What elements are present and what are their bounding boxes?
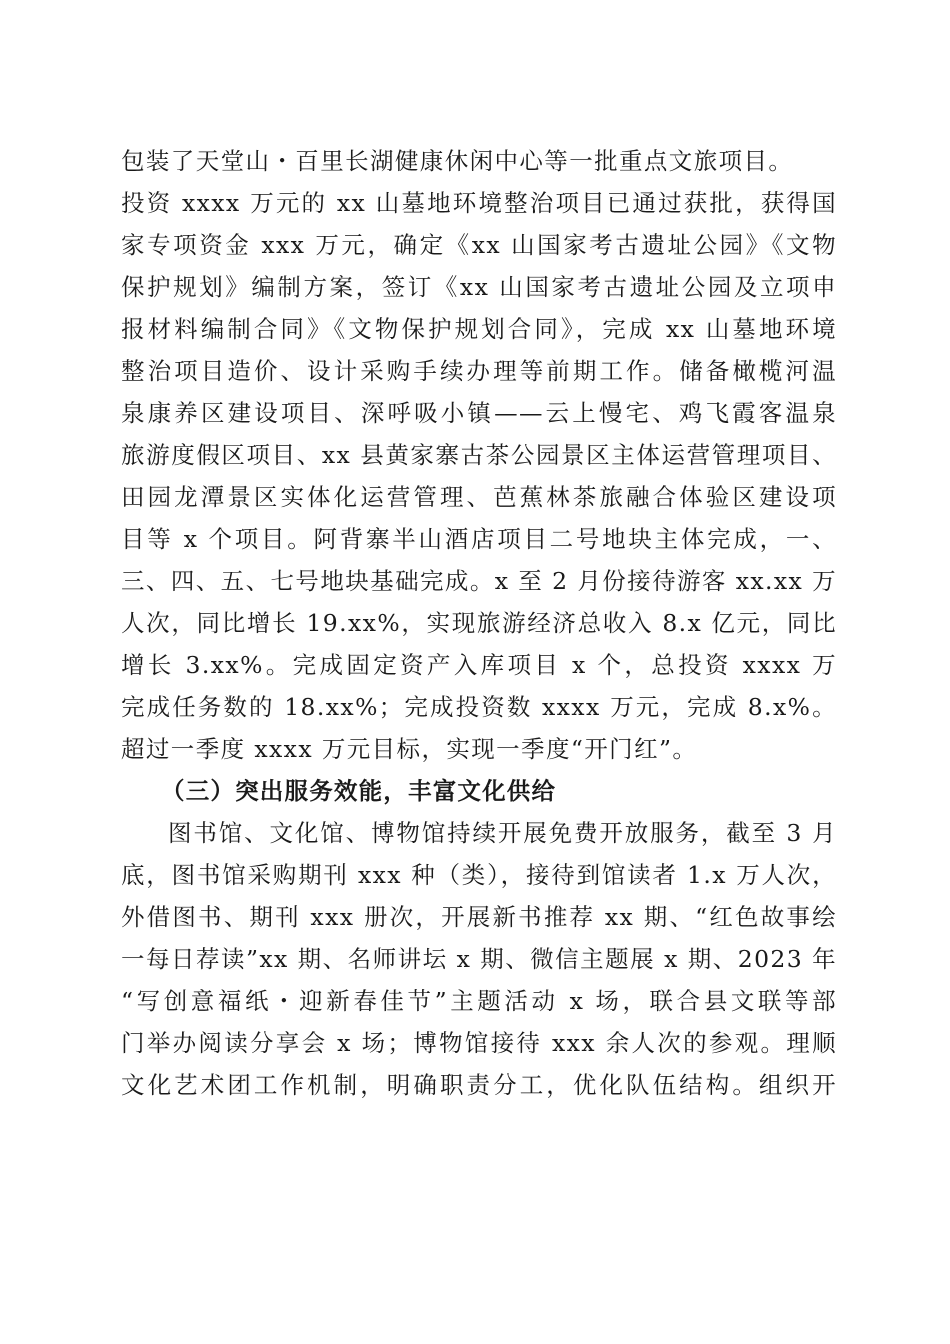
text-line: 完成任务数的 18.xx%；完成投资数 xxxx 万元，完成 8.x%。 [121,693,837,721]
text-line: 整治项目造价、设计采购手续办理等前期工作。储备橄榄河温 [121,357,837,385]
text-line: 三、四、五、七号地块基础完成。x 至 2 月份接待游客 xx.xx 万 [121,567,837,595]
text-line: 一每日荐读”xx 期、名师讲坛 x 期、微信主题展 x 期、2023 年 [121,945,837,973]
paragraph-tourism-projects [121,140,837,770]
text-line: 门举办阅读分享会 x 场；博物馆接待 xxx 余人次的参观。理顺 [121,1029,837,1057]
text-line: 目等 x 个项目。阿背寨半山酒店项目二号地块主体完成，一、 [121,525,837,553]
text-line: 报材料编制合同》《文物保护规划合同》，完成 xx 山墓地环境 [121,315,837,343]
section-heading: （三）突出服务效能，丰富文化供给 [161,777,557,805]
text-line: 人次，同比增长 19.xx%，实现旅游经济总收入 8.x 亿元，同比 [121,609,837,637]
text-line: 保护规划》编制方案，签订《xx 山国家考古遗址公园及立项申 [121,273,837,301]
text-line: 外借图书、期刊 xxx 册次，开展新书推荐 xx 期、“红色故事绘 [121,903,837,931]
text-line: 旅游度假区项目、xx 县黄家寨古茶公园景区主体运营管理项目、 [121,441,837,469]
text-line: 泉康养区建设项目、深呼吸小镇——云上慢宅、鸡飞霞客温泉 [121,399,837,427]
text-line: 田园龙潭景区实体化运营管理、芭蕉林茶旅融合体验区建设项 [121,483,837,511]
text-line: “写创意福纸・迎新春佳节”主题活动 x 场，联合县文联等部 [121,987,837,1015]
text-line: 超过一季度 xxxx 万元目标，实现一季度“开门红”。 [121,735,698,763]
text-line: 投资 xxxx 万元的 xx 山墓地环境整治项目已通过获批，获得国 [121,189,837,217]
text-line: 文化艺术团工作机制，明确职责分工，优化队伍结构。组织开 [121,1071,837,1099]
text-line: 底，图书馆采购期刊 xxx 种（类），接待到馆读者 1.x 万人次， [121,861,837,889]
text-line: 包装了天堂山・百里长湖健康休闲中心等一批重点文旅项目。 [121,147,794,175]
paragraph-cultural-services [121,812,837,1106]
text-line: 增长 3.xx%。完成固定资产入库项目 x 个，总投资 xxxx 万 [121,651,837,679]
text-line: 图书馆、文化馆、博物馆持续开展免费开放服务，截至 3 月 [168,819,837,847]
document-body [121,140,837,1106]
text-line: 家专项资金 xxx 万元，确定《xx 山国家考古遗址公园》《文物 [121,231,837,259]
